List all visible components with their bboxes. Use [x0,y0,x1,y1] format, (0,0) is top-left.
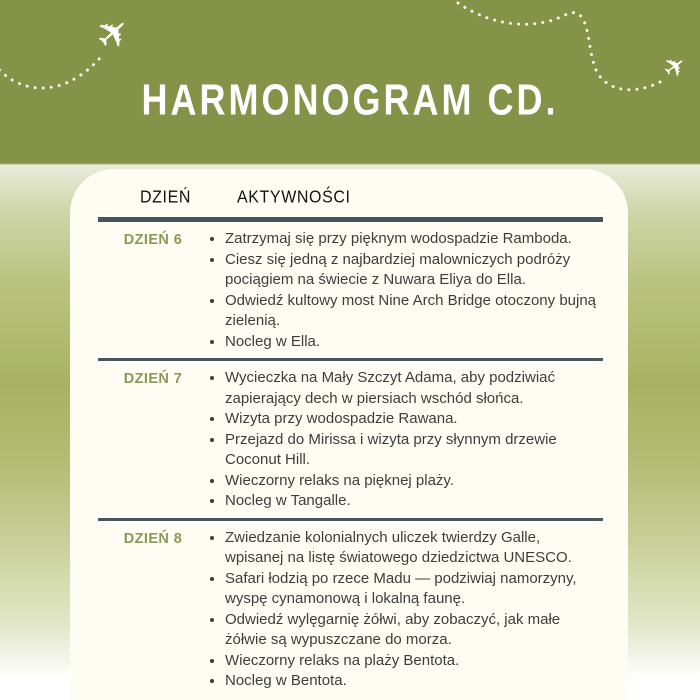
column-header-day: DZIEŃ [140,187,191,207]
activity-item: • Safari łodzią po rzece Madu — podziwiaj namorzyny, wyspę cynamonową i lokalną faunę. [225,569,603,610]
activity-item: • Wieczorny relaks na plaży Bentota. [225,651,603,672]
activity-item: • Wizyta przy wodospadzie Rawana. [225,409,603,430]
activity-list [208,528,603,692]
activity-item: • Wieczorny relaks na pięknej plaży. [225,471,603,492]
airplane-icon: ✈ [657,48,694,87]
table-row-day-8 [98,521,603,698]
activity-item: • Zwiedzanie kolonialnych uliczek twierdzy Galle, wpisanej na listę światowego dziedzictwa UNESCO. [225,528,603,569]
page-title: HARMONOGRAM CD. [141,74,559,125]
activity-item: • Zatrzymaj się przy pięknym wodospadzie Ramboda. [225,229,603,250]
activity-item: • Odwiedź wylęgarnię żółwi, aby zobaczyć, jak małe żółwie są wypuszczane do morza. [225,610,603,651]
activity-item: • Odwiedź kultowy most Nine Arch Bridge otoczony bujną zielenią. [225,291,603,332]
activity-item: • Nocleg w Bentota. [225,671,603,692]
day-label: DZIEŃ 7 [123,371,183,387]
itinerary-table [70,169,628,698]
column-header-activities: AKTYWNOŚCI [237,187,351,207]
day-label: DZIEŃ 6 [123,232,183,248]
activity-list [208,229,603,352]
activity-list [208,368,603,512]
table-header-row [98,169,603,210]
table-row-day-7 [98,361,603,518]
activity-item: • Ciesz się jedną z najbardziej malowniczych podróży pociągiem na świecie z Nuwara Eliya do Ella. [225,250,603,291]
activity-item: • Przejazd do Mirissa i wizyta przy słynnym drzewie Coconut Hill. [225,430,603,471]
itinerary-card [70,169,628,700]
table-row-day-6 [98,222,603,358]
airplane-icon: ✈ [85,5,142,63]
left-plane-trail [0,58,100,88]
activity-item: • Wycieczka na Mały Szczyt Adama, aby podziwiać zapierający dech w piersiach wschód słońca. [225,368,603,409]
day-label: DZIEŃ 8 [123,530,183,547]
activity-item: • Nocleg w Ella. [225,332,603,353]
activity-item: • Nocleg w Tangalle. [225,491,603,512]
